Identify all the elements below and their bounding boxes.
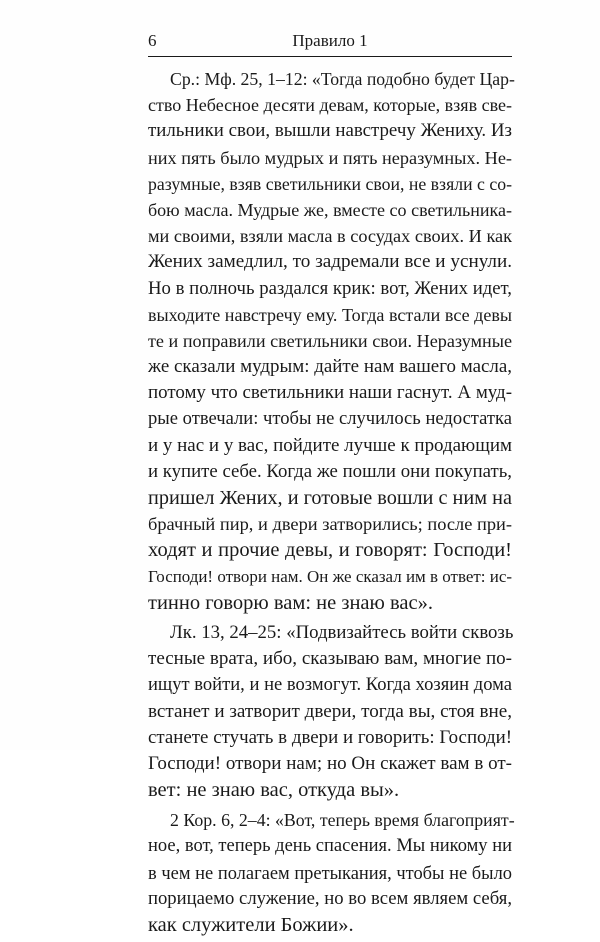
text-line: Но в полночь раздался крик: вот, Жених идет,: [148, 277, 512, 299]
text-line: ходят и прочие девы, и говорят: Господи!: [148, 539, 512, 562]
paragraph-matthew: [148, 66, 515, 616]
text-line: рые отвечали: чтобы не случилось недостатка: [148, 408, 512, 430]
text-line: встанет и затворит двери, тогда вы, стоя вне,: [148, 700, 512, 722]
text-line: станете стучать в двери и говорить: Господи!: [148, 726, 512, 748]
text-line: брачный пир, и двери затворились; после при-: [148, 514, 512, 535]
text-line: пришел Жених, и готовые вошли с ним на: [148, 487, 512, 509]
page-number: 6: [148, 31, 157, 50]
text-line: как служители Божии».: [148, 914, 354, 936]
text-line: порицаемо служение, но во всем являем себя,: [148, 887, 512, 909]
text-line: те и поправили светильники свои. Неразумные: [148, 330, 512, 351]
running-title: Правило 1: [292, 31, 368, 50]
text-line: бою масла. Мудрые же, вместе со светильника-: [148, 199, 512, 220]
page-header: [148, 30, 512, 56]
text-line: Жених замедлил, то задремали все и уснули.: [148, 251, 512, 273]
text-line: Господи! отвори нам. Он же сказал им в ответ: ис-: [148, 566, 512, 586]
text-line: ищут войти, и не возмогут. Когда хозяин дома: [148, 674, 512, 696]
text-line: тесные врата, ибо, сказываю вам, многие по-: [148, 648, 512, 670]
body-text: [148, 66, 515, 942]
text-line: ство Небесное десяти девам, которые, взяв све-: [148, 95, 512, 116]
text-line: Лк. 13, 24–25: «Подвизайтесь войти сквозь: [170, 621, 514, 643]
text-line: в чем не полагаем претыкания, чтобы не было: [148, 862, 512, 883]
paragraph-luke: [148, 620, 512, 803]
text-line: них пять было мудрых и пять неразумных. Не-: [148, 147, 512, 168]
text-line: разумные, взяв светильники свои, не взяли с со-: [148, 173, 512, 194]
text-line: же сказали мудрым: дайте нам вашего масла,: [148, 356, 512, 378]
text-line: выходите навстречу ему. Тогда встали все девы: [148, 304, 512, 325]
text-line: Ср.: Мф. 25, 1–12: «Тогда подобно будет Цар-: [170, 69, 515, 89]
text-line: потому что светильники наши гаснут. А муд-: [148, 382, 512, 404]
text-line: 2 Кор. 6, 2–4: «Вот, теперь время благоприят-: [170, 810, 515, 831]
text-line: и у нас и у вас, пойдите лучше к продающим: [148, 434, 512, 456]
text-line: ное, вот, теперь день спасения. Мы никому ни: [148, 836, 512, 857]
text-line: тинно говорю вам: не знаю вас».: [148, 591, 433, 614]
text-line: Господи! отвори нам; но Он скажет вам в от-: [148, 752, 512, 774]
text-line: ми своими, взяли масла в сосудах своих. И как: [148, 226, 512, 247]
text-line: тильники свои, вышли навстречу Жениху. Из: [148, 120, 512, 142]
text-line: вет: не знаю вас, откуда вы».: [148, 779, 400, 802]
header-rule: [148, 56, 512, 57]
paragraph-corinthians: [148, 807, 515, 938]
text-line: и купите себе. Когда же пошли они покупать,: [148, 460, 512, 482]
